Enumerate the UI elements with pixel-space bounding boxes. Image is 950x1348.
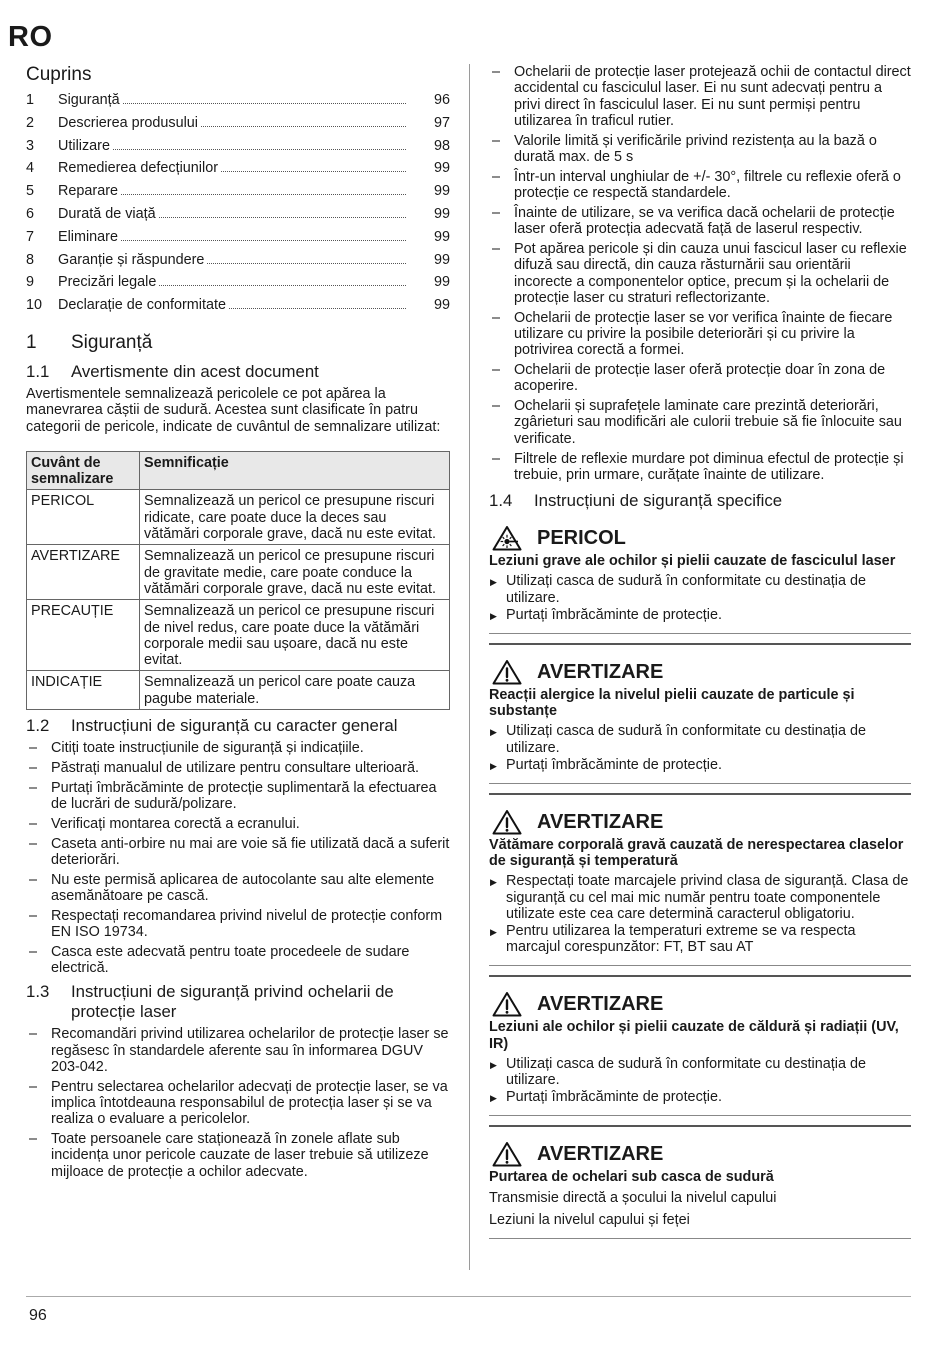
toc-page: 98 [433,137,450,154]
warning-action: ▶ Utilizați casca de sudură în conformitate cu destinația de utilizare. [489,1056,911,1089]
warning-subtitle: Reacții alergice la nivelul pielii cauzate de particule și substanțe [489,686,855,720]
toc-entry[interactable] [26,229,450,252]
warning-signal-word: AVERTIZARE [537,660,664,683]
laser-safety-list-continued [489,64,911,483]
meaning-cell: Semnalizează un pericol ce presupune riscuri ridicate, care poate duce la deces sau vătămări corporale grave, dacă nu este evitat. [140,490,450,545]
right-column [489,64,911,1248]
left-column [26,64,450,1184]
toc-number: 2 [26,114,35,131]
warning-header [489,525,911,551]
subsection-number: 1.4 [489,491,513,511]
section-number: 1 [26,331,37,353]
toc-entry[interactable] [26,252,450,275]
warning-divider [489,965,911,966]
toc-number: 9 [26,274,35,291]
warning-signal-word: AVERTIZARE [537,993,664,1016]
toc-page: 99 [433,205,450,222]
warning-triangle-icon [492,659,522,685]
list-item: – Nu este permisă aplicarea de autocolante sau alte elemente asemănătoare pe cască. [26,872,450,905]
table-row [27,600,450,671]
warning-action: ▶ Pentru utilizarea la temperaturi extreme se va respecta marcajul corespunzător: FT, BT sau AT [489,923,911,956]
list-item: – Verificați montarea corectă a ecranului. [26,816,450,832]
list-item: – Filtrele de reflexie murdare pot diminua efectul de protecție și trebuie, prin urmare, curățate înainte de utilizare. [489,451,911,484]
meaning-cell: Semnalizează un pericol care poate cauza pagube materiale. [140,671,450,710]
subsection-number: 1.2 [26,716,50,736]
toc-number: 7 [26,228,35,245]
list-item: – Ochelarii de protecție laser se vor verifica înainte de fiecare utilizare cu privire la posibile deteriorări și cu privire la potrivirea corectă a formei. [489,310,911,359]
meaning-cell: Semnalizează un pericol ce presupune riscuri de nivel redus, care poate duce la vătămări corporale medii sau ușoare, dacă nu este evitat. [140,600,450,671]
list-item: – Ochelarii de protecție laser protejează ochii de contactul direct accidental cu fasciculul laser. Ei nu sunt adecvați pentru a privi direct în fasciculul laser. Ei nu sunt permiși pentru utilizarea în traficul rutier. [489,64,911,129]
warning-subtitle: Vătămare corporală gravă cauzată de nerespectarea claselor de siguranță și temperatură [489,836,904,870]
toc-label: Durată de viață [58,205,156,222]
toc-page: 99 [433,183,450,200]
toc-label: Garanție și răspundere [58,251,205,268]
toc-leader [121,240,406,241]
list-item: – Pot apărea pericole și din cauza unui fascicul laser cu reflexie difuză sau directă, din cauza răsturnării sau orientării incorecte a componentelor optice, precum și la ochelarii de protecție laser cu straturi reflectorizante. [489,241,911,306]
toc-number: 1 [26,92,35,108]
column-divider [469,64,470,1270]
toc-leader [121,194,406,195]
warning-divider [489,633,911,634]
toc-page: 96 [433,92,450,108]
warning-actions [489,1056,911,1105]
subsection-heading [489,491,911,511]
toc-entry[interactable] [26,92,450,115]
table-row [27,545,450,600]
paragraph: Avertismentele semnalizează pericolele ce pot apărea la manevrarea căștii de sudură. Acestea sunt clasificate în patru categorii de pericole, indicate de cuvântul de semnalizare utilizat: [26,385,441,435]
signal-word-cell: PERICOL [27,490,140,545]
subsection-heading [26,362,450,382]
warning-header [489,991,911,1017]
warning-signal-word: AVERTIZARE [537,1143,664,1166]
toc-entry[interactable] [26,183,450,206]
signal-word-cell: AVERTIZARE [27,545,140,600]
list-item: – Valorile limită și verificările privind rezistența au la bază o durată max. de 5 s [489,133,911,166]
toc-number: 6 [26,205,35,222]
warning-subtitle: Leziuni grave ale ochilor și pielii cauzate de fasciculul laser [489,553,896,570]
warning-divider [489,1115,911,1116]
toc-leader [221,171,406,172]
list-item: – Purtați îmbrăcăminte de protecție suplimentară la efectuarea de lucrări de sudură/polizare. [26,780,450,813]
warning-signal-word: AVERTIZARE [537,810,664,833]
subsection-heading [26,982,450,1022]
page-number: 96 [29,1307,47,1324]
warning-actions [489,573,911,622]
language-code: RO [8,21,53,53]
toc-label: Eliminare [58,228,118,245]
toc-label: Precizări legale [58,274,157,291]
toc-entry[interactable] [26,138,450,161]
toc-leader [159,285,406,286]
toc-page: 99 [433,251,450,268]
list-item: – Ochelarii și suprafețele laminate care prezintă deteriorări, zgârieturi sau modificări ale culorii trebuie să fie înlocuite sau verificate. [489,398,911,447]
list-item: – Recomandări privind utilizarea ochelarilor de protecție laser se regăsesc în standardele aferente sau în informarea DGUV 203-042. [26,1026,450,1075]
list-item: – Casca este adecvată pentru toate procedeele de sudare electrică. [26,944,450,977]
warning-action: ▶ Utilizați casca de sudură în conformitate cu destinația de utilizare. [489,573,911,606]
toc-page: 99 [433,160,450,177]
warning-block [489,975,911,1116]
toc-page: 99 [433,274,450,291]
toc-label: Siguranță [58,92,120,108]
signal-words-table [26,451,450,710]
warning-action: ▶ Purtați îmbrăcăminte de protecție. [489,757,911,773]
toc-entry[interactable] [26,297,450,320]
meaning-cell: Semnalizează un pericol ce presupune riscuri de gravitate medie, care poate conduce la vătămări corporale grave, dacă nu este evitat. [140,545,450,600]
warning-block [489,525,911,634]
toc-title: Cuprins [26,64,92,85]
table-of-contents [26,92,450,320]
toc-leader [159,217,406,218]
warnings-container [489,525,911,1239]
warning-subtitle: Leziuni ale ochilor și pielii cauzate de căldură și radiații (UV, IR) [489,1019,899,1052]
toc-page: 97 [433,114,450,131]
warning-actions [489,873,911,955]
general-safety-list [26,740,450,976]
toc-entry[interactable] [26,115,450,138]
toc-leader [229,308,406,309]
warning-block [489,643,911,784]
toc-page: 99 [433,228,450,245]
toc-entry[interactable] [26,160,450,183]
toc-number: 4 [26,160,35,177]
list-item: – Păstrați manualul de utilizare pentru consultare ulterioară. [26,760,450,776]
laser-safety-list [26,1026,450,1180]
warning-subtitle: Purtarea de ochelari sub casca de sudură [489,1169,774,1186]
warning-triangle-icon [492,809,522,835]
table-header-cell: Semnificație [140,451,450,490]
toc-leader [201,126,406,127]
table-row [27,671,450,710]
list-item: – Ochelarii de protecție laser oferă protecție doar în zona de acoperire. [489,362,911,395]
warning-block [489,1125,911,1239]
laser-warning-icon [492,525,522,551]
toc-label: Descrierea produsului [58,114,198,131]
toc-number: 3 [26,137,35,154]
warning-action: ▶ Purtați îmbrăcăminte de protecție. [489,1089,911,1105]
warning-action: ▶ Purtați îmbrăcăminte de protecție. [489,607,911,623]
footer-divider [26,1296,911,1297]
warning-consequence: Transmisie directă a șocului la nivelul capului [489,1189,777,1206]
toc-label: Utilizare [58,137,110,154]
toc-label: Remedierea defecțiunilor [58,160,218,177]
subsection-title: Instrucțiuni de siguranță specifice [534,491,783,511]
subsection-heading [26,716,450,736]
toc-entry[interactable] [26,274,450,297]
toc-number: 10 [26,297,43,314]
toc-entry[interactable] [26,206,450,229]
list-item: – Respectați recomandarea privind nivelul de protecție conform EN ISO 19734. [26,908,450,941]
subsection-title: Avertismente din acest document [71,361,319,381]
warning-header [489,809,911,835]
list-item: – Într-un interval unghiular de +/- 30°, filtrele cu reflexie oferă o protecție ce respectă standardele. [489,169,911,202]
list-item: – Pentru selectarea ochelarilor adecvați de protecție laser, se va implica întotdeauna responsabilul de protecția laser și se va realiza o evaluare a pericolelor. [26,1079,450,1128]
warning-signal-word: PERICOL [537,527,626,550]
warning-consequence: Leziuni la nivelul capului și feței [489,1211,690,1228]
list-item: – Citiți toate instrucțiunile de siguranță și indicațiile. [26,740,450,756]
toc-leader [207,263,406,264]
toc-number: 5 [26,183,35,200]
toc-label: Reparare [58,183,118,200]
toc-label: Declarație de conformitate [58,297,226,314]
warning-header [489,659,911,685]
warning-block [489,793,911,967]
subsection-title: Instrucțiuni de siguranță cu caracter general [71,716,398,736]
warning-triangle-icon [492,1141,522,1167]
list-item: – Caseta anti-orbire nu mai are voie să fie utilizată dacă a suferit deteriorări. [26,836,450,869]
toc-leader [123,103,406,104]
toc-leader [113,149,406,150]
warning-divider [489,783,911,784]
toc-page: 99 [433,297,450,314]
section-heading [26,332,450,354]
warning-action: ▶ Utilizați casca de sudură în conformitate cu destinația de utilizare. [489,723,911,756]
toc-number: 8 [26,251,35,268]
signal-word-cell: PRECAUȚIE [27,600,140,671]
warning-header [489,1141,911,1167]
section-title: Siguranță [71,331,153,353]
warning-actions [489,723,911,772]
table-header-cell: Cuvânt de semnalizare [27,451,140,490]
subsection-title: Instrucțiuni de siguranță privind ochelarii de protecție laser [71,982,394,1022]
table-row [27,490,450,545]
list-item: – Toate persoanele care staționează în zonele aflate sub incidența unor pericole cauzate de laser trebuie să utilizeze mijloace de protecție a ochilor adecvate. [26,1131,450,1180]
subsection-number: 1.1 [26,361,50,381]
subsection-number: 1.3 [26,982,50,1002]
warning-action: ▶ Respectați toate marcajele privind clasa de siguranță. Clasa de siguranță cu cel mai mic număr pentru toate componentele utilizate este cea care determină caracterul obligatoriu. [489,873,911,922]
warning-triangle-icon [492,991,522,1017]
warning-divider [489,1238,911,1239]
list-item: – Înainte de utilizare, se va verifica dacă ochelarii de protecție laser oferă protecția adecvată față de laserul respectiv. [489,205,911,238]
signal-word-cell: INDICAȚIE [27,671,140,710]
